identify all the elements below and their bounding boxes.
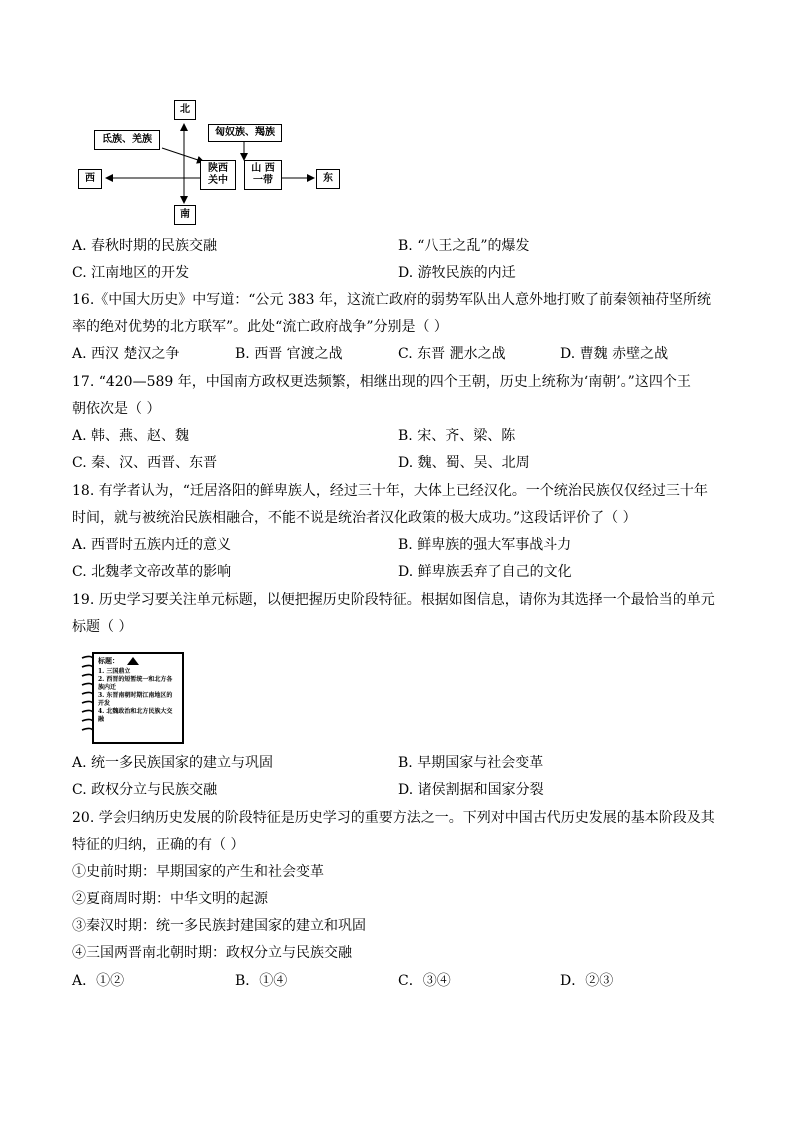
q20-stem-line1: 20. 学会归纳历史发展的阶段特征是历史学习的重要方法之一。下列对中国古代历史发展的基本阶段及其 <box>72 810 715 826</box>
west-label: 西 <box>78 169 102 189</box>
north-label: 北 <box>174 100 196 120</box>
notebook-title: 标题： <box>98 656 119 665</box>
notebook-item-2: 2. 西晋的短暂统一和北方各族内迁 <box>98 676 173 691</box>
south-label: 南 <box>174 205 196 225</box>
notebook-item-1: 1. 三国鼎立 <box>98 668 131 675</box>
east-label: 东 <box>316 169 340 189</box>
q18-option-a: A. 西晋时五族内迁的意义 <box>72 537 232 553</box>
q17-option-b: B. 宋、齐、梁、陈 <box>398 428 516 444</box>
q15-option-b: B. “八王之乱”的爆发 <box>398 238 530 254</box>
q19-stem-line1: 19. 历史学习要关注单元标题，以便把握历史阶段特征。根据如图信息，请你为其选择一个最恰当的单元 <box>72 592 715 608</box>
q16-stem-line2: 率的绝对优势的北方联军”。此处“流亡政府战争”分别是（ ） <box>72 319 448 335</box>
q19-option-c: C. 政权分立与民族交融 <box>72 782 218 798</box>
q15-option-d: D. 游牧民族的内迁 <box>398 265 516 281</box>
q17-option-a: A. 韩、燕、赵、魏 <box>72 428 190 444</box>
q20-option-b: B．①④ <box>235 973 288 989</box>
q16-option-b: B. 西晋 官渡之战 <box>235 346 343 362</box>
shanxi-box: 山 西 一带 <box>244 160 282 190</box>
diagram-arrows <box>0 0 400 230</box>
q20-statement-2: ②夏商周时期：中华文明的起源 <box>72 891 268 907</box>
q16-stem-line1: 16.《中国大历史》中写道：“公元 383 年，这流亡政府的弱势军队出人意外地打败了前秦领袖苻坚所统 <box>72 292 712 308</box>
notebook-items <box>98 668 178 724</box>
q20-statement-1: ①史前时期：早期国家的产生和社会变革 <box>72 864 324 880</box>
notebook-image <box>78 648 182 744</box>
xiongnu-jie-box: 匈奴族、羯族 <box>208 124 282 142</box>
q20-option-a: A．①② <box>72 973 125 989</box>
di-qiang-box: 氐族、羌族 <box>94 130 160 150</box>
q17-stem-line1: 17. “420—589 年，中国南方政权更迭频繁，相继出现的四个王朝，历史上统称为‘南朝’。”这四个王 <box>72 374 691 390</box>
q19-option-b: B. 早期国家与社会变革 <box>398 755 544 771</box>
q18-option-d: D. 鲜卑族丢弃了自己的文化 <box>398 564 572 580</box>
notebook-page <box>92 652 184 744</box>
q19-option-d: D. 诸侯割据和国家分裂 <box>398 782 544 798</box>
q18-stem-line1: 18. 有学者认为，“迁居洛阳的鲜卑族人，经过三十年，大体上已经汉化。一个统治民族仅仅经过三十年 <box>72 483 708 499</box>
q18-option-b: B. 鲜卑族的强大军事战斗力 <box>398 537 572 553</box>
notebook-item-4: 4. 北魏政治和北方民族大交融 <box>98 708 173 723</box>
shaanxi-box: 陕西 关中 <box>200 160 236 190</box>
q18-option-c: C. 北魏孝文帝改革的影响 <box>72 564 232 580</box>
q15-option-c: C. 江南地区的开发 <box>72 265 190 281</box>
q19-option-a: A. 统一多民族国家的建立与巩固 <box>72 755 274 771</box>
q17-option-c: C. 秦、汉、西晋、东晋 <box>72 455 218 471</box>
triangle-marker-icon <box>126 656 140 666</box>
q18-stem-line2: 时间，就与被统治民族相融合，不能不说是统治者汉化政策的极大成功。”这段话评价了（ ） <box>72 510 637 526</box>
q16-option-d: D. 曹魏 赤壁之战 <box>560 346 669 362</box>
q20-option-c: C．③④ <box>398 973 451 989</box>
q16-option-a: A. 西汉 楚汉之争 <box>72 346 180 362</box>
q19-stem-line2: 标题（ ） <box>72 619 133 635</box>
q20-statement-4: ④三国两晋南北朝时期：政权分立与民族交融 <box>72 945 352 961</box>
q20-statement-3: ③秦汉时期：统一多民族封建国家的建立和巩固 <box>72 918 366 934</box>
q20-option-d: D．②③ <box>560 973 614 989</box>
q17-option-d: D. 魏、蜀、吴、北周 <box>398 455 530 471</box>
notebook-item-3: 3. 东晋南朝时期江南地区的开发 <box>98 692 173 707</box>
q17-stem-line2: 朝依次是（ ） <box>72 401 161 417</box>
q16-option-c: C. 东晋 淝水之战 <box>398 346 506 362</box>
q20-stem-line2: 特征的归纳，正确的有（ ） <box>72 837 245 853</box>
q15-option-a: A. 春秋时期的民族交融 <box>72 238 218 254</box>
